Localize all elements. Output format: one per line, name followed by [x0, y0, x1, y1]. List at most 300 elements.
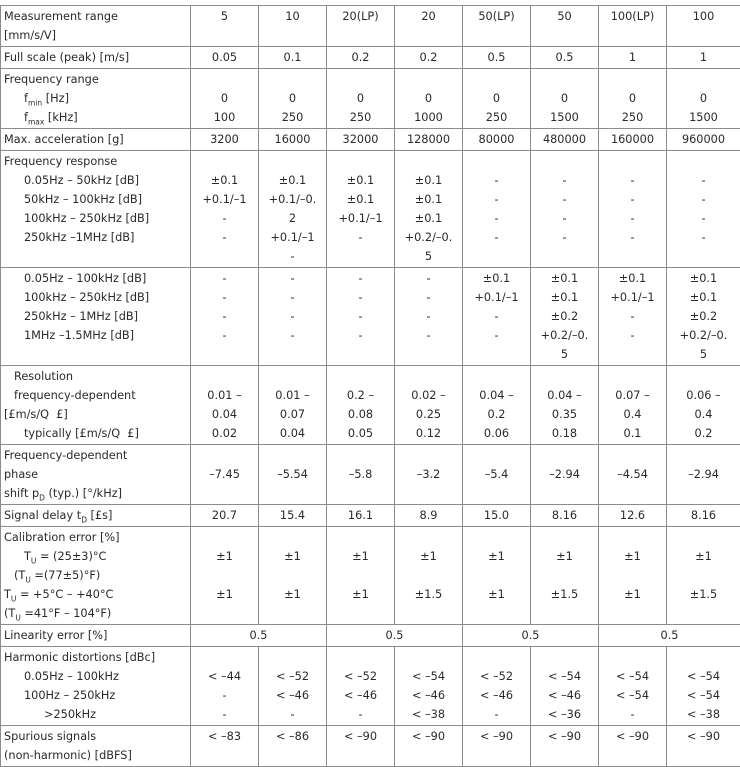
value	[398, 152, 459, 171]
label-text: =41°F – 104°F)	[20, 607, 112, 620]
value	[194, 152, 255, 171]
value-cell	[327, 445, 395, 505]
value: ±0.1	[689, 272, 718, 285]
value	[262, 566, 323, 585]
label-cell	[1, 366, 191, 445]
value: -	[222, 272, 227, 285]
value-cell	[599, 505, 667, 527]
value: 5	[424, 250, 433, 263]
row-label: Frequency response	[4, 155, 118, 168]
value-cell	[531, 527, 599, 625]
value: < –90	[615, 730, 650, 743]
value: ±0.1	[414, 193, 443, 206]
value: 5	[699, 348, 708, 361]
value: 0.06 –	[686, 389, 721, 402]
value-cell	[531, 268, 599, 366]
row-spurious-signals	[1, 726, 740, 767]
label-cell	[1, 6, 191, 47]
column-header-5	[191, 6, 259, 47]
row-label: Full scale (peak) [m/s]	[4, 51, 130, 64]
value: < –54	[615, 670, 650, 683]
value: +0.1/–1	[338, 212, 383, 225]
label-subscript: U	[25, 575, 31, 585]
value: -	[222, 291, 227, 304]
value-cell	[191, 366, 259, 445]
value	[330, 367, 391, 386]
value	[534, 367, 595, 386]
value-cell	[395, 47, 463, 69]
value: -	[290, 272, 295, 285]
row-full-scale	[1, 47, 740, 69]
row-label	[4, 566, 187, 585]
value-cell	[463, 527, 531, 625]
label-text: = +5°C – +40°C	[16, 588, 114, 601]
value: 0.25	[415, 408, 442, 421]
value: –5.8	[348, 468, 373, 481]
value: 8.16	[551, 509, 578, 522]
value: < –52	[479, 670, 514, 683]
row-label: Max. acceleration [g]	[4, 133, 124, 146]
value: 1500	[550, 111, 579, 124]
value: ±1	[624, 550, 641, 563]
value	[534, 566, 595, 585]
value: 250	[485, 111, 508, 124]
value	[602, 70, 663, 89]
label-cell	[1, 47, 191, 69]
value: -	[426, 329, 431, 342]
label-cell	[1, 69, 191, 129]
value-cell	[667, 69, 740, 129]
column-header: 50	[557, 10, 572, 23]
value-cell	[531, 151, 599, 268]
value: -	[494, 231, 499, 244]
value: 0	[492, 92, 501, 105]
value: –7.45	[209, 468, 240, 481]
value: ±1	[284, 550, 301, 563]
value: 0.4	[694, 408, 713, 421]
row-label: phase	[4, 468, 39, 481]
value: 0.05	[211, 51, 238, 64]
value: ±1	[284, 588, 301, 601]
table-body	[1, 6, 740, 767]
value-cell	[463, 69, 531, 129]
value: 0.04	[279, 427, 306, 440]
value	[398, 648, 459, 667]
value: -	[630, 329, 635, 342]
value: -	[494, 708, 499, 721]
value: –2.94	[688, 468, 719, 481]
value	[670, 367, 737, 386]
value-cell	[259, 505, 327, 527]
value: +0.1/–1	[610, 291, 655, 304]
value: -	[630, 212, 635, 225]
value-cell	[531, 505, 599, 527]
value-cell	[259, 527, 327, 625]
value: +0.2/–0.	[540, 329, 589, 342]
value-cell	[667, 445, 740, 505]
label-cell	[1, 445, 191, 505]
row-harmonic-distortions	[1, 647, 740, 726]
value	[466, 70, 527, 89]
value-cell	[327, 129, 395, 151]
value	[194, 528, 255, 547]
value: -	[630, 193, 635, 206]
row-phase-shift	[1, 445, 740, 505]
column-header: 20(LP)	[342, 10, 379, 23]
value: 0.02	[211, 427, 238, 440]
row-label: [mm/s/V]	[4, 29, 57, 42]
row-label: 0.05Hz – 100kHz [dB]	[24, 272, 147, 285]
value: 160000	[610, 133, 655, 146]
label-text: = (25±3)°C	[36, 550, 107, 563]
value: -	[358, 272, 363, 285]
value: -	[290, 250, 295, 263]
value-cell	[395, 151, 463, 268]
row-label: 100kHz – 250kHz [dB]	[24, 291, 150, 304]
value-cell	[599, 268, 667, 366]
value-cell	[327, 268, 395, 366]
column-header-100(LP)	[599, 6, 667, 47]
value: 0.35	[551, 408, 578, 421]
value: ±1.5	[414, 588, 443, 601]
value: -	[358, 310, 363, 323]
value-cell	[463, 647, 531, 726]
value-cell	[667, 47, 740, 69]
value: < –90	[686, 730, 721, 743]
label-text: [kHz]	[44, 111, 78, 124]
value-cell	[327, 69, 395, 129]
row-label: 250kHz –1MHz [dB]	[24, 231, 135, 244]
label-text: f	[24, 92, 28, 105]
value-cell	[259, 47, 327, 69]
value	[330, 70, 391, 89]
row-label	[4, 506, 187, 525]
row-label: Measurement range	[4, 10, 118, 23]
value-cell	[531, 129, 599, 151]
label-text: (T	[14, 569, 26, 582]
value	[194, 566, 255, 585]
value: < –52	[275, 670, 310, 683]
value: < –54	[686, 689, 721, 702]
value: ±0.1	[210, 174, 239, 187]
value: < –54	[686, 670, 721, 683]
value: 0.5	[249, 629, 268, 642]
value-cell	[395, 726, 463, 767]
value: < –90	[479, 730, 514, 743]
row-resolution	[1, 366, 740, 445]
value-cell	[667, 151, 740, 268]
value: ±1	[352, 588, 369, 601]
row-label: 0.05Hz – 50kHz [dB]	[24, 174, 140, 187]
value	[398, 528, 459, 547]
row-frequency-range	[1, 69, 740, 129]
value: 0.07 –	[615, 389, 650, 402]
value: -	[630, 231, 635, 244]
column-header-50(LP)	[463, 6, 531, 47]
value: < –90	[343, 730, 378, 743]
label-subscript: min	[27, 98, 43, 108]
value-cell	[531, 647, 599, 726]
value: < –46	[547, 689, 582, 702]
row-calibration-error	[1, 527, 740, 625]
value-cell	[191, 69, 259, 129]
value-cell	[463, 726, 531, 767]
value	[194, 648, 255, 667]
row-label: 50kHz – 100kHz [dB]	[24, 193, 143, 206]
value: 250	[349, 111, 372, 124]
column-header: 10	[285, 10, 300, 23]
value: < –83	[207, 730, 242, 743]
row-label: typically [£m/s/Q £]	[24, 427, 139, 440]
value: 0.5	[521, 629, 540, 642]
value: +0.1/–1	[202, 193, 247, 206]
value-cell	[191, 625, 327, 647]
value: -	[562, 212, 567, 225]
value: < –38	[411, 708, 446, 721]
column-header-100	[667, 6, 740, 47]
value: -	[358, 291, 363, 304]
value: ±0.1	[414, 212, 443, 225]
value-cell	[463, 366, 531, 445]
value: -	[290, 708, 295, 721]
value	[670, 152, 737, 171]
value-cell	[599, 129, 667, 151]
value	[330, 648, 391, 667]
value: +0.1/–0.	[268, 193, 317, 206]
column-header-50	[531, 6, 599, 47]
label-text: [£s]	[86, 509, 113, 522]
row-signal-delay	[1, 505, 740, 527]
value: 0.02 –	[411, 389, 446, 402]
value: -	[562, 193, 567, 206]
value: -	[494, 310, 499, 323]
value	[602, 152, 663, 171]
value-cell	[191, 527, 259, 625]
value: ±0.1	[346, 193, 375, 206]
value: 0.2	[419, 51, 438, 64]
value: < –46	[411, 689, 446, 702]
value	[670, 528, 737, 547]
row-label: >250kHz	[44, 708, 96, 721]
label-text: [Hz]	[42, 92, 69, 105]
value: –2.94	[549, 468, 580, 481]
value-cell	[259, 268, 327, 366]
value: < –52	[343, 670, 378, 683]
value: 0.5	[487, 51, 506, 64]
value: 0.5	[660, 629, 679, 642]
value	[534, 152, 595, 171]
label-cell	[1, 625, 191, 647]
value-cell	[259, 69, 327, 129]
value-cell	[395, 268, 463, 366]
value: ±1	[488, 588, 505, 601]
value: -	[222, 310, 227, 323]
value: ±1	[420, 550, 437, 563]
value-cell	[667, 268, 740, 366]
value: 0	[288, 92, 297, 105]
value: 1	[628, 51, 637, 64]
value: -	[562, 231, 567, 244]
value: 15.4	[279, 509, 306, 522]
value: -	[222, 231, 227, 244]
value: -	[222, 689, 227, 702]
value-cell	[667, 527, 740, 625]
label-cell	[1, 527, 191, 625]
value: < –44	[207, 670, 242, 683]
row-label: [£m/s/Q £]	[4, 408, 68, 421]
value-cell	[531, 47, 599, 69]
value	[466, 152, 527, 171]
row-measurement-range	[1, 6, 740, 47]
value-cell	[327, 726, 395, 767]
value	[466, 648, 527, 667]
column-header-20(LP)	[327, 6, 395, 47]
value: -	[426, 310, 431, 323]
value: < –46	[343, 689, 378, 702]
value: 0.12	[415, 427, 442, 440]
row-label: Spurious signals	[4, 730, 97, 743]
value	[262, 70, 323, 89]
value	[262, 604, 323, 623]
value-cell	[599, 151, 667, 268]
value	[534, 70, 595, 89]
value: -	[701, 193, 706, 206]
value-cell	[191, 268, 259, 366]
value-cell	[599, 366, 667, 445]
value: ±0.1	[550, 291, 579, 304]
value-cell	[191, 445, 259, 505]
value: < –38	[686, 708, 721, 721]
value: < –90	[411, 730, 446, 743]
value	[194, 604, 255, 623]
label-subscript: U	[10, 594, 17, 604]
value: -	[630, 708, 635, 721]
value: 0.1	[283, 51, 302, 64]
value-cell	[259, 151, 327, 268]
value: -	[290, 291, 295, 304]
value: -	[222, 329, 227, 342]
value	[262, 648, 323, 667]
value-cell	[259, 445, 327, 505]
value: +0.1/–1	[270, 231, 315, 244]
row-label: Frequency range	[4, 73, 99, 86]
label-cell	[1, 647, 191, 726]
row-label: Linearity error [%]	[4, 629, 108, 642]
value	[398, 367, 459, 386]
value: < –54	[615, 689, 650, 702]
value-cell	[463, 445, 531, 505]
value: ±1	[556, 550, 573, 563]
value-cell	[667, 726, 740, 767]
value: 0	[699, 92, 708, 105]
value	[602, 604, 663, 623]
value: 1000	[414, 111, 443, 124]
value	[398, 566, 459, 585]
column-header: 100(LP)	[610, 10, 655, 23]
column-header: 100	[692, 10, 715, 23]
value: 0.1	[623, 427, 642, 440]
value: 0.08	[347, 408, 374, 421]
column-header: 5	[220, 10, 229, 23]
value: ±0.1	[618, 272, 647, 285]
value-cell	[463, 47, 531, 69]
value: 0.4	[623, 408, 642, 421]
label-text: (typ.) [°/kHz]	[44, 487, 123, 500]
row-label	[4, 604, 187, 623]
row-label	[4, 547, 187, 566]
value: 0	[220, 92, 229, 105]
label-cell	[1, 505, 191, 527]
value-cell	[599, 47, 667, 69]
value-cell	[327, 366, 395, 445]
value: 128000	[406, 133, 451, 146]
value: 0	[628, 92, 637, 105]
value: 80000	[478, 133, 515, 146]
value	[262, 528, 323, 547]
row-label: 100kHz – 250kHz [dB]	[24, 212, 150, 225]
value-cell	[463, 268, 531, 366]
value: -	[494, 193, 499, 206]
row-label: 100Hz – 250kHz	[24, 689, 116, 702]
row-label: Harmonic distortions [dBc]	[4, 651, 156, 664]
value-cell	[463, 129, 531, 151]
value-cell	[463, 505, 531, 527]
row-frequency-response-a	[1, 151, 740, 268]
value: 0.01 –	[275, 389, 310, 402]
fmin-label	[4, 89, 187, 108]
value: -	[426, 272, 431, 285]
label-text: (T	[4, 607, 16, 620]
value: < –54	[411, 670, 446, 683]
label-subscript: U	[15, 613, 21, 623]
value	[602, 367, 663, 386]
value-cell	[395, 445, 463, 505]
value: 0.5	[385, 629, 404, 642]
row-frequency-response-b	[1, 268, 740, 366]
value: ±1	[695, 550, 712, 563]
value: 8.16	[690, 509, 717, 522]
value: -	[630, 310, 635, 323]
value: 1	[699, 51, 708, 64]
row-label: frequency-dependent	[14, 389, 136, 402]
value	[330, 528, 391, 547]
value-cell	[191, 726, 259, 767]
row-label: Calibration error [%]	[4, 531, 120, 544]
value: 0.05	[347, 427, 374, 440]
value: ±0.1	[689, 291, 718, 304]
row-label: 0.05Hz – 100kHz	[24, 670, 119, 683]
value-cell	[667, 647, 740, 726]
value	[670, 648, 737, 667]
value-cell	[395, 366, 463, 445]
value: 1500	[689, 111, 718, 124]
value	[466, 604, 527, 623]
value: ±0.1	[278, 174, 307, 187]
value: 15.0	[483, 509, 510, 522]
value: 2	[288, 212, 297, 225]
value	[466, 367, 527, 386]
row-label: (non-harmonic) [dBFS]	[4, 749, 132, 762]
label-cell	[1, 129, 191, 151]
value	[534, 648, 595, 667]
value: 480000	[542, 133, 587, 146]
value: –5.54	[277, 468, 308, 481]
fmax-label	[4, 108, 187, 127]
value: 5	[560, 348, 569, 361]
value: -	[701, 212, 706, 225]
value-cell	[531, 69, 599, 129]
label-text: Signal delay t	[4, 509, 82, 522]
